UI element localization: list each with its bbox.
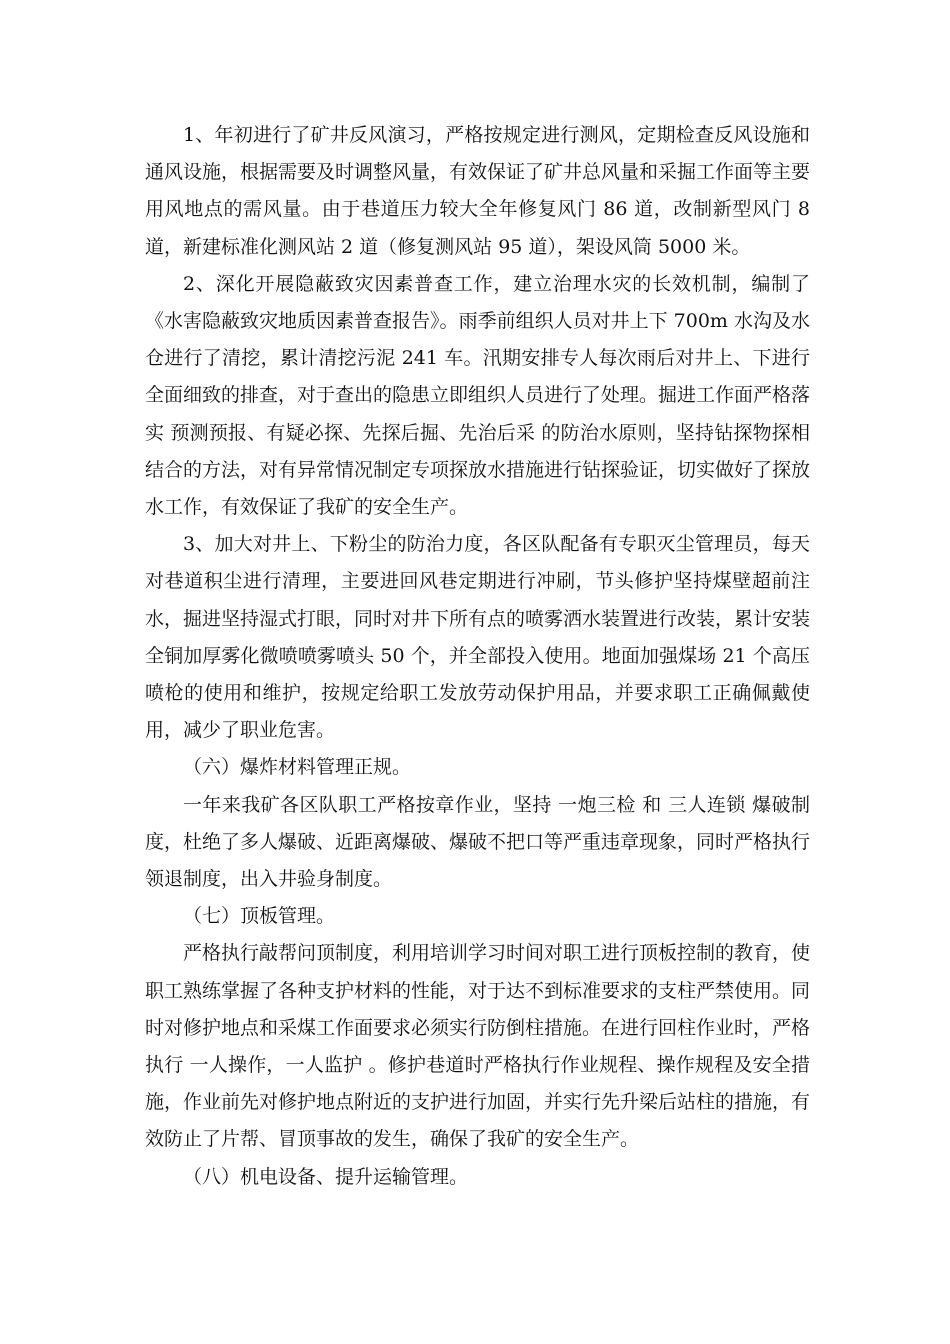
- paragraph-ventilation: 1、年初进行了矿井反风演习，严格按规定进行测风，定期检查反风设施和通风设施，根据需要及时调整风量，有效保证了矿井总风量和采掘工作面等主要用风地点的需风量。由于巷道压力较大全年修复风门 86 道，改制新型风门 8 道，新建标准化测风站 2 道（修复测风站 95 道），架设风筒 5000 米。: [145, 124, 811, 258]
- document-body: [145, 117, 810, 1196]
- paragraph-dust-control: 3、加大对井上、下粉尘的防治力度，各区队配备有专职灭尘管理员，每天对巷道积尘进行清理，主要进回风巷定期进行冲刷，节头修护坚持煤壁超前注水，掘进坚持湿式打眼，同时对井下所有点的喷雾洒水装置进行改装，累计安装全铜加厚雾化微喷喷雾喷头 50 个，并全部投入使用。地面加强煤场 21 个高压喷枪的使用和维护，按规定给职工发放劳动保护用品，并要求职工正确佩戴使用，减少了职业危害。: [145, 533, 811, 742]
- paragraph-water-hazard: 2、深化开展隐蔽致灾因素普查工作，建立治理水灾的长效机制，编制了《水害隐蔽致灾地质因素普查报告》。雨季前组织人员对井上下 700m 水沟及水仓进行了清挖，累计清挖污泥 241 车。汛期安排专人每次雨后对井上、下进行全面细致的排查，对于查出的隐患立即组织人员进行了处理。掘进工作面严格落实 预测预报、有疑必探、先探后掘、先治后采 的防治水原则，坚持钻探物探相结合的方法，对有异常情况制定专项探放水措施进行钻探验证，切实做好了探放水工作，有效保证了我矿的安全生产。: [145, 272, 811, 519]
- section-heading-electromechanical: （八）机电设备、提升运输管理。: [183, 1165, 469, 1188]
- section-heading-roof: （七）顶板管理。: [183, 905, 336, 928]
- paragraph-roof: 严格执行敲帮问顶制度，利用培训学习时间对职工进行顶板控制的教育，使职工熟练掌握了各种支护材料的性能，对于达不到标准要求的支柱严禁使用。同时对修护地点和采煤工作面要求必须实行防倒柱措施。在进行回柱作业时，严格执行 一人操作，一人监护 。修护巷道时严格执行作业规程、操作规程及安全措施，作业前先对修护地点附近的支护进行加固，并实行先升梁后站柱的措施，有效防止了片帮、冒顶事故的发生，确保了我矿的安全生产。: [145, 942, 811, 1151]
- paragraph-explosives: 一年来我矿各区队职工严格按章作业，坚持 一炮三检 和 三人连锁 爆破制度，杜绝了多人爆破、近距离爆破、爆破不把口等严重违章现象，同时严格执行领退制度，出入井验身制度。: [145, 793, 811, 891]
- section-heading-explosives: （六）爆炸材料管理正规。: [183, 756, 412, 779]
